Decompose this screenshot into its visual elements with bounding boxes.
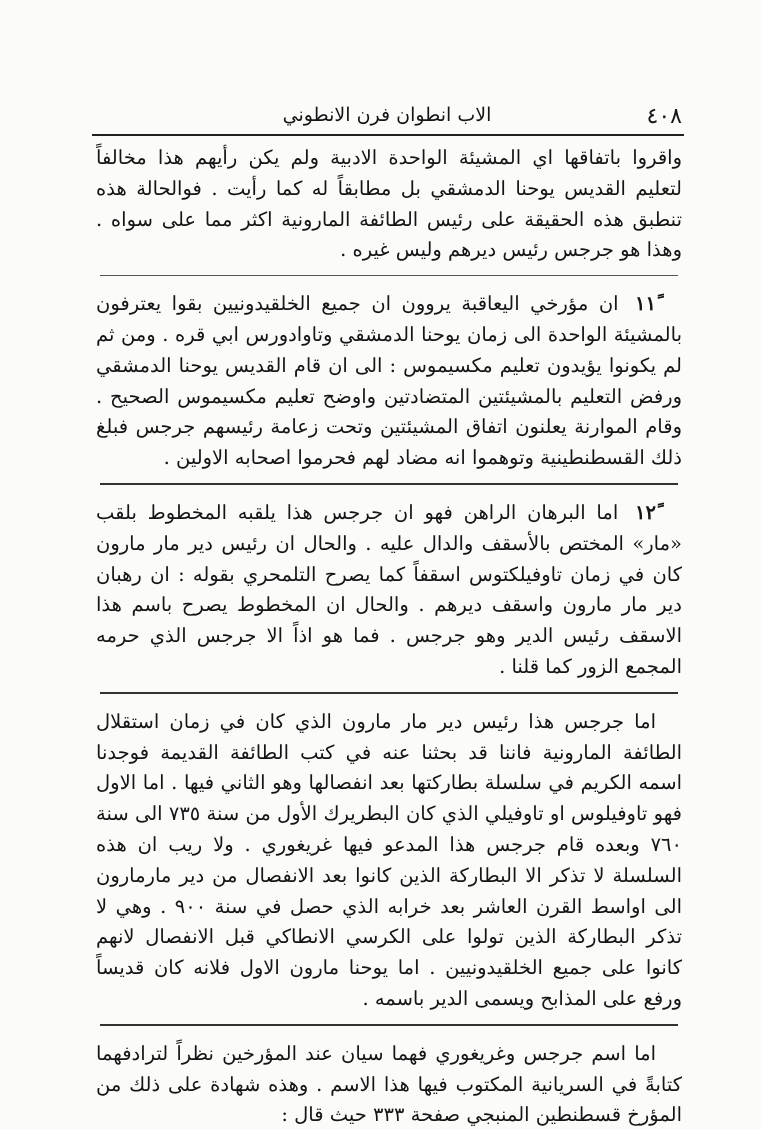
running-title: الاب انطوان فرن الانطوني <box>282 104 492 126</box>
paragraph-12 <box>96 498 682 683</box>
section-divider <box>100 1024 678 1026</box>
paragraph-text: اما اسم جرجس وغريغوري فهما سيان عند المؤرخين نظراً لترادفهما كتابةً في السريانية المكتوب فيها هذا الاسم . وهذه شهادة على ذلك من المؤرخ قسطنطين المنبجي صفحة ٣٣٣ حيث قال : <box>96 1041 682 1127</box>
paragraph-number: ١٢ً <box>635 500 656 524</box>
body-text <box>96 143 682 1131</box>
paragraph-text: اما البرهان الراهن فهو ان جرجس هذا يلقبه المخطوط بلقب «مار» المختص بالأسقف والدال عليه . والحال ان رئيس دير مار مارون كان في زمان تاوفيلكتوس اسقفاً كما يصرح التلمحري بقوله : ان رهبان دير مار مارون واسقف ديرهم . والحال ان المخطوط يصرح باسم هذا الاسقف رئيس الدير وهو جرجس . فما هو اذاً الا جرجس الذي حرمه المجمع الزور كما قلنا . <box>96 500 682 678</box>
paragraph-text: واقروا باتفاقها اي المشيئة الواحدة الادبية ولم يكن رأيهم هذا مخالفاً لتعليم القديس يوحنا الدمشقي بل مطابقاً له كما رأيت . فوالحالة هذه تنطبق هذه الحقيقة على رئيس الطائفة المارونية اكثر مما على سواه . وهذا هو جرجس رئيس ديرهم وليس غيره . <box>96 146 682 262</box>
header-rule <box>92 134 684 136</box>
paragraph-text: ان مؤرخي اليعاقبة يروون ان جميع الخلقيدونيين بقوا يعترفون بالمشيئة الواحدة الى زمان يوحنا الدمشقي وتاوادورس ابي قره . ومن ثم لم يكونوا يؤيدون تعليم مكسيموس : الى ان قام القديس يوحنا الدمشقي ورفض التعليم بالمشيئتين المتضادتين واوضح تعليم مكسيموس الصحيح . وقام الموارنة يعلنون اتفاق المشيئتين وتحت زعامة رئيسهم جرجس فبلغ ذلك القسطنطينية وتوهموا انه مضاد لهم فحرموا اصحابه الاولين . <box>96 292 682 470</box>
paragraph-patriarch-list <box>96 707 682 1015</box>
paragraph-11 <box>96 289 682 474</box>
section-divider <box>100 692 678 694</box>
section-divider <box>100 275 678 276</box>
section-divider <box>100 483 678 485</box>
page-header <box>92 100 682 134</box>
paragraph-text: اما جرجس هذا رئيس دير مار مارون الذي كان في زمان استقلال الطائفة المارونية فاننا قد بحثنا عنه في كتب الطائفة القديمة فوجدنا اسمه الكريم في سلسلة بطاركتها بعد انفصالها وهو الثاني فيها . اما الاول فهو تاوفيلوس او تاوفيلي الذي كان البطريرك الأول من سنة ٧٣٥ الى سنة ٧٦٠ وبعده قام جرجس هذا المدعو فيها غريغوري . ولا ريب ان هذه السلسلة لا تذكر الا البطاركة الذين كانوا بعد الانفصال من دير مارمارون الى اواسط القرن العاشر بعد خرابه الذي حصل في سنة ٩٠٠ . وهي لا تذكر البطاركة الذين تولوا على الكرسي الانطاكي قبل الانفصال لانهم كانوا على جميع الخلقيدونيين . اما يوحنا مارون الاول فلانه كان قديساً ورفع على المذابح ويسمى الدير باسمه . <box>96 709 682 1010</box>
page-number: ٤٠٨ <box>646 104 682 129</box>
paragraph-names <box>96 1039 682 1131</box>
paragraph-number: ١١ً <box>635 292 656 316</box>
paragraph-continuation <box>96 143 682 266</box>
